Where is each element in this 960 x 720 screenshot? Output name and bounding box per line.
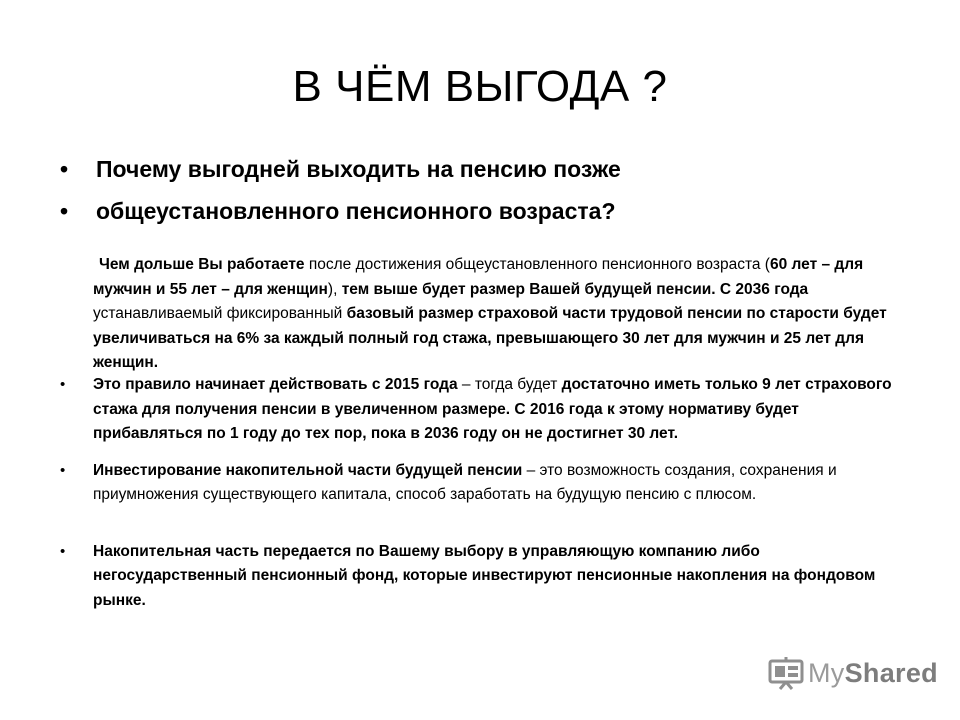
watermark-text: MyShared	[808, 657, 938, 688]
paragraph-bold: 60 лет – для мужчин и 55 лет – для женщин	[93, 256, 864, 298]
paragraph-text: устанавливаемый фиксированный	[93, 305, 347, 322]
bullet-icon: •	[60, 461, 66, 479]
detail-bold: достаточно иметь только 9 лет страхового стажа для получения пенсии в увеличенном размере. С 2016 года к этому нормативу будет прибавляться по 1 году до тех пор, пока в 2036 году он не достигнет 30 лет.	[93, 376, 892, 442]
presentation-board-icon	[768, 656, 804, 690]
question-text: Почему выгодней выходить на пенсию позже	[96, 156, 621, 182]
detail-item	[60, 459, 910, 508]
detail-bold: Это правило начинает действовать с 2015 года	[93, 376, 458, 393]
question-item	[60, 148, 920, 190]
bullet-icon: •	[60, 156, 69, 182]
paragraph-bold: тем выше будет размер Вашей будущей пенсии. С 2036 года	[341, 280, 809, 298]
detail-text: – тогда будет	[457, 376, 562, 393]
detail-item	[60, 373, 910, 447]
question-text: общеустановленного пенсионного возраста?	[96, 198, 616, 224]
detail-bold: Накопительная часть передается по Вашему выбору в управляющую компанию либо негосударственный пенсионный фонд, которые инвестируют пенсионные накопления на фондовом рынке.	[93, 542, 876, 609]
bullet-icon: •	[60, 376, 66, 393]
myshared-watermark	[768, 656, 938, 690]
detail-bold: Инвестирование накопительной части будущей пенсии	[93, 461, 523, 479]
bullet-icon: •	[60, 198, 69, 224]
intro-paragraph	[93, 253, 905, 376]
question-item	[60, 190, 920, 232]
detail-item	[60, 540, 910, 614]
detail-text: – это возможность создания, сохранения и приумножения существующего капитала, способ заработать на будущую пенсию с плюсом.	[93, 461, 837, 503]
paragraph-bold: базовый размер страховой части трудовой пенсии по старости будет увеличиваться на 6% за каждый полный год стажа, превышающего 30 лет для мужчин и 25 лет для женщин.	[93, 305, 887, 371]
slide-title: В ЧЁМ ВЫГОДА ?	[292, 62, 668, 111]
paragraph-text: ),	[327, 280, 342, 298]
question-list	[60, 148, 920, 232]
paragraph-text: после достижения общеустановленного пенсионного возраста (	[304, 256, 770, 273]
detail-list	[60, 373, 910, 613]
bullet-icon: •	[60, 542, 66, 560]
paragraph-bold: Чем дольше Вы работаете	[99, 256, 305, 273]
